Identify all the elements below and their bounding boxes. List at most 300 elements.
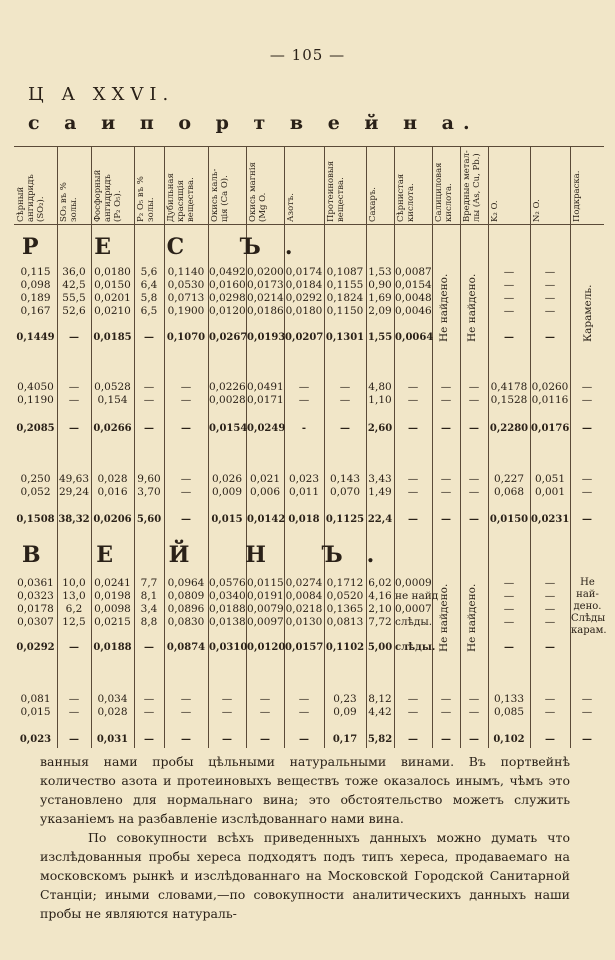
- table-cell: 0,0964: [167, 577, 205, 589]
- table-cell: 12,5: [62, 616, 86, 628]
- table-cell: 0,189: [20, 292, 51, 304]
- table-cell: не найд: [395, 590, 439, 602]
- table-cell: —: [544, 292, 556, 304]
- table-cell: 55,5: [62, 292, 86, 304]
- table-title-line1: Ц А XXVI.: [28, 84, 175, 105]
- table-cell: 0,0150: [489, 514, 529, 525]
- table-cell: 0,0157: [285, 642, 324, 653]
- table-cell: —: [544, 279, 556, 291]
- table-cell: 5,8: [140, 292, 158, 304]
- table-cell: —: [468, 486, 480, 498]
- table-cell: 0,0813: [326, 616, 364, 628]
- table-row: [0, 603, 615, 616]
- table-cell: 3,70: [137, 486, 161, 498]
- table-cell: —: [440, 381, 452, 393]
- column-header: Азотъ.: [286, 192, 296, 222]
- table-cell: 49,63: [58, 473, 90, 485]
- table-cell: 1,55: [367, 332, 393, 343]
- table-cell: 0,0274: [285, 577, 323, 589]
- table-cell: 0,115: [20, 266, 51, 278]
- table-cell: 0,0214: [247, 292, 284, 304]
- table-cell: 0,0530: [167, 279, 205, 291]
- table-cell: 0,028: [97, 706, 128, 718]
- table-cell: —: [144, 332, 154, 343]
- table-cell: 0,0007: [395, 603, 432, 615]
- table-cell: 2,09: [368, 305, 392, 317]
- section-title-sherry: Р Е С Ъ.: [22, 234, 317, 260]
- table-cell: 0,0150: [94, 279, 131, 291]
- column-rule: [530, 146, 531, 748]
- table-cell: —: [339, 394, 351, 406]
- column-rule: [488, 146, 489, 748]
- table-cell: 0,018: [288, 514, 320, 525]
- column-rule: [324, 146, 325, 748]
- table-row: [0, 381, 615, 394]
- table-cell: 0,154: [97, 394, 128, 406]
- table-row: [0, 590, 615, 603]
- coloring-note: Не най- дено. Слѣды карам.: [571, 577, 607, 636]
- table-cell: 4,16: [368, 590, 392, 602]
- table-row: [0, 706, 615, 719]
- table-cell: 6,2: [65, 603, 83, 615]
- table-cell: —: [408, 734, 418, 745]
- paragraph-2: [40, 828, 570, 923]
- table-cell: 0,1155: [326, 279, 364, 291]
- table-cell: —: [503, 577, 515, 589]
- table-cell: 0,0120: [209, 305, 246, 317]
- table-row: [0, 394, 615, 407]
- table-cell: —: [69, 332, 79, 343]
- table-cell: —: [503, 616, 515, 628]
- table-cell: 0,098: [20, 279, 51, 291]
- table-cell: 0,0260: [531, 381, 569, 393]
- table-cell: —: [144, 423, 154, 434]
- table-cell: 0,0896: [167, 603, 205, 615]
- table-cell: —: [407, 693, 419, 705]
- table-cell: 0,031: [96, 734, 129, 745]
- table-cell: —: [68, 394, 80, 406]
- column-header: Окись магнія (Mg O.: [248, 162, 268, 222]
- table-cell: —: [143, 693, 155, 705]
- paragraph-2-text: По совокупности всѣхъ приведенныхъ данныхъ можно думать что изслѣдованныя пробы хереса подходятъ подъ типъ хереса, продаваемаго на московскомъ рынкѣ и изслѣдованнаго на Московской Городской Санитарной Станціи; иными словами,—по совокупности аналитическихъ данныхъ наши пробы не являются натураль-: [40, 830, 570, 921]
- table-cell: 0,1528: [490, 394, 528, 406]
- table-cell: 22,4: [367, 514, 393, 525]
- table-cell: —: [441, 734, 451, 745]
- table-cell: 0,0188: [209, 603, 246, 615]
- table-cell: 0,227: [493, 473, 525, 485]
- table-cell: —: [468, 706, 480, 718]
- table-cell: 0,0226: [209, 381, 246, 393]
- table-cell: 5,82: [367, 734, 393, 745]
- table-cell: 0,0188: [93, 642, 132, 653]
- table-cell: —: [144, 642, 154, 653]
- table-cell: 0,0142: [247, 514, 286, 525]
- table-cell: 0,0241: [94, 577, 131, 589]
- table-cell: 0,085: [493, 706, 525, 718]
- table-cell: —: [259, 706, 271, 718]
- table-cell: 0,0009: [395, 577, 432, 589]
- table-cell: 0,0120: [247, 642, 286, 653]
- table-cell: 0,0576: [209, 577, 246, 589]
- table-cell: —: [221, 706, 233, 718]
- table-title-line2: с а и п о р т в е й н а.: [28, 112, 479, 134]
- table-cell: 0,0207: [285, 332, 324, 343]
- table-cell: 0,0201: [94, 292, 131, 304]
- table-cell: 3,43: [368, 473, 392, 485]
- table-cell: 0,0087: [395, 266, 432, 278]
- table-cell: —: [441, 423, 451, 434]
- table-cell: 5,00: [367, 642, 393, 653]
- column-rule: [570, 146, 571, 748]
- table-cell: —: [68, 693, 80, 705]
- table-cell: —: [299, 734, 309, 745]
- table-cell: —: [143, 381, 155, 393]
- table-cell: —: [440, 473, 452, 485]
- table-cell: —: [407, 381, 419, 393]
- table-cell: —: [468, 693, 480, 705]
- table-row: [0, 292, 615, 305]
- table-cell: 0,0176: [531, 423, 570, 434]
- table-cell: 0,0249: [247, 423, 286, 434]
- table-cell: —: [544, 266, 556, 278]
- table-cell: —: [544, 706, 556, 718]
- table-cell: —: [468, 381, 480, 393]
- table-cell: —: [143, 394, 155, 406]
- table-cell: —: [582, 734, 592, 745]
- table-cell: 6,5: [140, 305, 158, 317]
- table-cell: —: [544, 693, 556, 705]
- table-cell: —: [469, 734, 479, 745]
- table-cell: 0,1508: [16, 514, 55, 525]
- table-row: [0, 279, 615, 292]
- table-cell: 0,0292: [285, 292, 323, 304]
- table-cell: 8,8: [140, 616, 158, 628]
- table-cell: 0,1102: [325, 642, 365, 653]
- table-cell: —: [298, 706, 310, 718]
- table-cell: 0,1449: [16, 332, 55, 343]
- table-top-rule: [14, 146, 604, 147]
- table-cell: слѣды.: [395, 616, 433, 628]
- column-header: Окись каль- ція (Ca O).: [210, 168, 230, 222]
- table-cell: —: [503, 279, 515, 291]
- table-cell: —: [581, 473, 593, 485]
- table-cell: 0,070: [329, 486, 361, 498]
- table-cell: 0,0198: [94, 590, 131, 602]
- table-cell: —: [503, 305, 515, 317]
- section-title-port: В Е Й Н Ъ.: [22, 542, 399, 568]
- table-cell: 0,0191: [247, 590, 284, 602]
- table-row: [0, 577, 615, 590]
- table-cell: 0,023: [288, 473, 320, 485]
- table-cell: —: [407, 394, 419, 406]
- table-cell: —: [180, 706, 192, 718]
- table-row: [0, 486, 615, 499]
- table-cell: —: [545, 734, 555, 745]
- table-cell: —: [468, 473, 480, 485]
- column-header: N₂ O.: [532, 199, 542, 222]
- column-header: SO₃ въ % золы.: [59, 182, 79, 222]
- table-cell: —: [581, 706, 593, 718]
- table-cell: 6,4: [140, 279, 158, 291]
- paragraph-1: [40, 752, 570, 828]
- table-cell: —: [69, 423, 79, 434]
- table-cell: 0,028: [97, 473, 128, 485]
- table-cell: 0,0178: [17, 603, 54, 615]
- column-header: Сѣрнистая кислота.: [396, 173, 416, 222]
- metals-note: Не найдено.: [466, 273, 478, 342]
- column-header: Вредные метал- лы (As, Cu, Pb.): [462, 150, 482, 222]
- table-cell: 0,0185: [93, 332, 132, 343]
- table-cell: 0,0173: [247, 279, 284, 291]
- table-cell: 0,0116: [531, 394, 569, 406]
- table-cell: —: [407, 706, 419, 718]
- table-cell: 0,0323: [17, 590, 54, 602]
- table-cell: 0,1190: [17, 394, 54, 406]
- table-cell: —: [69, 734, 79, 745]
- column-rule: [460, 146, 461, 748]
- table-cell: 0,23: [333, 693, 357, 705]
- table-cell: 0,0298: [209, 292, 246, 304]
- table-cell: —: [440, 394, 452, 406]
- table-cell: 1,53: [368, 266, 392, 278]
- table-sum-row: [0, 513, 615, 526]
- table-cell: 0,133: [493, 693, 525, 705]
- table-cell: 0,90: [368, 279, 392, 291]
- table-cell: 0,068: [493, 486, 525, 498]
- table-cell: 1,49: [368, 486, 392, 498]
- column-header: Протеиновыя вещества.: [326, 160, 346, 222]
- table-cell: 0,0492: [209, 266, 246, 278]
- table-cell: 0,0491: [247, 381, 284, 393]
- table-cell: 0,09: [333, 706, 357, 718]
- table-cell: 0,1140: [167, 266, 205, 278]
- table-cell: —: [581, 693, 593, 705]
- table-cell: 0,17: [332, 734, 358, 745]
- column-header: P₂ O₅ въ % золы.: [136, 176, 156, 222]
- table-cell: 0,0098: [94, 603, 131, 615]
- table-cell: 0,0215: [94, 616, 131, 628]
- table-cell: —: [544, 577, 556, 589]
- table-cell: 13,0: [62, 590, 86, 602]
- table-cell: —: [440, 706, 452, 718]
- table-cell: —: [581, 486, 593, 498]
- table-cell: —: [69, 642, 79, 653]
- table-cell: —: [504, 332, 514, 343]
- table-cell: —: [582, 423, 592, 434]
- table-cell: 0,143: [329, 473, 361, 485]
- table-cell: 0,0079: [247, 603, 284, 615]
- table-cell: 9,60: [137, 473, 161, 485]
- table-cell: 4,42: [368, 706, 392, 718]
- table-cell: —: [181, 423, 191, 434]
- table-cell: 0,0528: [94, 381, 131, 393]
- table-cell: 38,32: [58, 514, 90, 525]
- table-cell: —: [298, 381, 310, 393]
- table-cell: 36,0: [62, 266, 86, 278]
- table-cell: 0,0180: [94, 266, 131, 278]
- table-sum-row: [0, 422, 615, 435]
- table-cell: 2,60: [367, 423, 393, 434]
- table-cell: 0,0340: [209, 590, 246, 602]
- table-cell: 0,0310: [209, 642, 248, 653]
- table-row: [0, 305, 615, 318]
- table-cell: 0,0713: [167, 292, 205, 304]
- table-row: [0, 616, 615, 629]
- table-cell: —: [407, 486, 419, 498]
- table-cell: 0,0520: [326, 590, 364, 602]
- paragraph-1-text: ванныя нами пробы цѣльными натуральными винами. Въ портвейнѣ количество азота и протеиновыхъ веществъ тоже оказалось инымъ, чѣмъ это установлено для нормальнаго вина; это обстоятельство можетъ служить указаніемъ на разбавленіе изслѣдованнаго нами вина.: [40, 754, 570, 826]
- table-cell: 1,69: [368, 292, 392, 304]
- table-cell: 0,0130: [285, 616, 323, 628]
- table-cell: 0,0218: [285, 603, 323, 615]
- table-cell: 0,051: [534, 473, 566, 485]
- salicylic-note: Не найдено.: [438, 273, 450, 342]
- table-cell: —: [68, 706, 80, 718]
- table-cell: 0,0154: [395, 279, 432, 291]
- table-cell: —: [340, 423, 350, 434]
- table-cell: —: [259, 693, 271, 705]
- table-cell: 0,034: [97, 693, 128, 705]
- table-cell: —: [180, 486, 192, 498]
- column-header: K₂ O.: [490, 200, 500, 222]
- table-cell: 0,011: [288, 486, 320, 498]
- table-cell: 5,60: [136, 514, 162, 525]
- table-cell: 0,0210: [94, 305, 131, 317]
- table-cell: 0,0193: [247, 332, 286, 343]
- table-cell: 1,10: [368, 394, 392, 406]
- page-number: — 105 —: [269, 46, 346, 64]
- table-cell: слѣды.: [395, 642, 436, 653]
- table-cell: 7,7: [140, 577, 158, 589]
- table-cell: 0,0184: [285, 279, 323, 291]
- table-cell: 0,009: [211, 486, 243, 498]
- table-cell: —: [469, 423, 479, 434]
- table-cell: 0,0084: [285, 590, 323, 602]
- table-cell: —: [298, 693, 310, 705]
- table-cell: 0,026: [211, 473, 243, 485]
- salicylic-note: Не найдено.: [438, 583, 450, 652]
- table-cell: 7,72: [368, 616, 392, 628]
- table-cell: —: [468, 394, 480, 406]
- table-cell: —: [545, 642, 555, 653]
- column-header: Подкраска.: [572, 170, 582, 222]
- table-cell: —: [544, 616, 556, 628]
- table-sum-row: [0, 331, 615, 344]
- table-cell: 0,0266: [93, 423, 132, 434]
- table-cell: 0,1301: [325, 332, 365, 343]
- table-cell: 5,6: [140, 266, 158, 278]
- table-cell: 2,10: [368, 603, 392, 615]
- table-cell: 0,0206: [93, 514, 132, 525]
- table-cell: 0,0097: [247, 616, 284, 628]
- table-cell: —: [298, 394, 310, 406]
- table-cell: —: [222, 734, 232, 745]
- table-cell: —: [68, 381, 80, 393]
- table-cell: —: [181, 734, 191, 745]
- table-cell: 0,0171: [247, 394, 284, 406]
- table-cell: 4,80: [368, 381, 392, 393]
- table-cell: —: [440, 693, 452, 705]
- table-cell: —: [221, 693, 233, 705]
- table-cell: 0,081: [20, 693, 51, 705]
- table-row: [0, 473, 615, 486]
- table-cell: —: [441, 514, 451, 525]
- table-cell: 0,1070: [166, 332, 206, 343]
- table-cell: 0,0046: [395, 305, 432, 317]
- table-cell: 0,0830: [167, 616, 205, 628]
- table-cell: 0,0231: [531, 514, 570, 525]
- table-cell: —: [408, 423, 418, 434]
- table-cell: —: [440, 486, 452, 498]
- table-cell: —: [180, 394, 192, 406]
- table-cell: 0,016: [97, 486, 128, 498]
- table-cell: 0,250: [20, 473, 51, 485]
- table-row: [0, 693, 615, 706]
- table-cell: 42,5: [62, 279, 86, 291]
- table-cell: —: [180, 473, 192, 485]
- table-cell: —: [544, 590, 556, 602]
- table-cell: 0,0874: [166, 642, 206, 653]
- table-cell: 0,0064: [395, 332, 434, 343]
- table-cell: —: [469, 514, 479, 525]
- table-cell: 0,4178: [490, 381, 528, 393]
- table-cell: 0,0292: [16, 642, 55, 653]
- table-cell: 0,052: [20, 486, 51, 498]
- table-cell: 3,4: [140, 603, 158, 615]
- table-cell: 0,0307: [17, 616, 54, 628]
- table-cell: —: [260, 734, 270, 745]
- table-cell: 0,001: [534, 486, 566, 498]
- table-cell: 29,24: [58, 486, 90, 498]
- table-cell: —: [181, 514, 191, 525]
- table-cell: 0,0138: [209, 616, 246, 628]
- column-header: Салициловая кислота.: [434, 162, 454, 222]
- table-cell: —: [544, 603, 556, 615]
- table-cell: 0,0361: [17, 577, 54, 589]
- table-cell: 0,2085: [16, 423, 55, 434]
- table-cell: 0,0154: [209, 423, 248, 434]
- table-cell: 0,1712: [326, 577, 364, 589]
- table-cell: 6,02: [368, 577, 392, 589]
- table-cell: 0,1150: [326, 305, 364, 317]
- table-cell: —: [581, 381, 593, 393]
- table-cell: 0,1900: [167, 305, 205, 317]
- table-cell: -: [301, 423, 307, 434]
- coloring-note: Карамель.: [582, 284, 594, 342]
- table-header-rule: [14, 224, 604, 225]
- column-header: Сахаръ.: [368, 187, 378, 222]
- table-cell: —: [582, 514, 592, 525]
- table-cell: 0,1824: [326, 292, 364, 304]
- table-cell: —: [180, 693, 192, 705]
- table-cell: 0,1365: [326, 603, 364, 615]
- table-cell: —: [581, 394, 593, 406]
- table-cell: 0,167: [20, 305, 51, 317]
- table-cell: —: [544, 305, 556, 317]
- table-cell: 0,102: [493, 734, 525, 745]
- table-cell: 52,6: [62, 305, 86, 317]
- table-cell: 0,0028: [209, 394, 246, 406]
- table-cell: 0,0267: [209, 332, 248, 343]
- column-header: Фосфорный ангидридъ (P₂ O₅).: [93, 169, 123, 222]
- table-cell: 0,1087: [326, 266, 364, 278]
- column-header: Сѣрный ангидридъ (SO₂).: [16, 174, 46, 222]
- table-cell: —: [503, 266, 515, 278]
- table-cell: —: [407, 473, 419, 485]
- table-cell: 0,0115: [247, 577, 284, 589]
- table-row: [0, 266, 615, 279]
- table-sum-row: [0, 733, 615, 746]
